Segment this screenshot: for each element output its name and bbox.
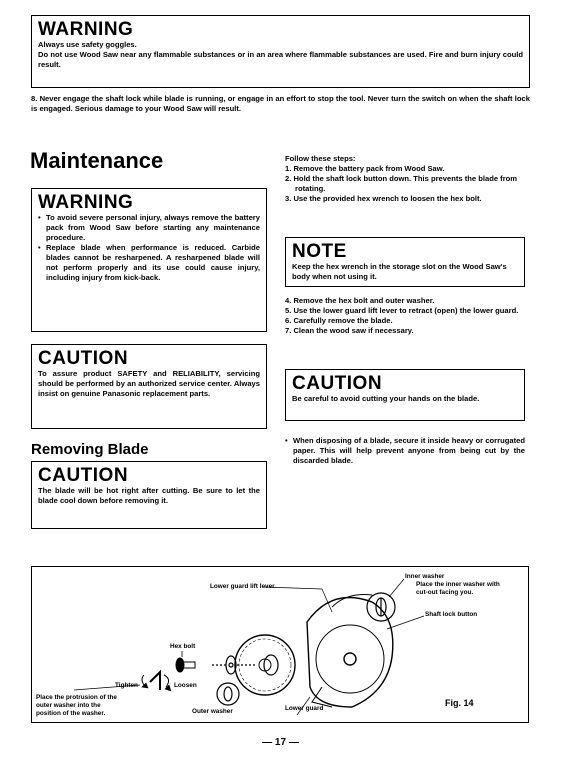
inner-washer-callout xyxy=(367,593,395,621)
hex-wrench-drawing xyxy=(142,672,171,691)
step-1: 1. Remove the battery pack from Wood Saw. xyxy=(285,164,445,173)
label-outer-washer-note: Place the protrusion of the outer washer into the position of the washer. xyxy=(36,694,117,717)
label-inner-washer: Inner washer xyxy=(405,573,445,580)
note-box xyxy=(285,237,525,287)
steps-intro: Follow these steps: xyxy=(285,154,356,163)
maintenance-warning-box xyxy=(31,188,267,332)
maintenance-caution-box xyxy=(31,344,267,429)
label-loosen: Loosen xyxy=(174,682,197,689)
item-8-text: 8. Never engage the shaft lock while blade is running, or engage in an effort to stop the tool. Never turn the switch on when the shaft lock is engaged. Serious damage to your Wood Saw will result. xyxy=(31,94,530,113)
removing-blade-heading: Removing Blade xyxy=(31,441,149,458)
step-3: 3. Use the provided hex wrench to loosen the hex bolt. xyxy=(285,194,482,203)
maintenance-caution-text: To assure product SAFETY and RELIABILITY, servicing should be performed by an authorized service center. Always insist on genuine Panasonic replacement parts. xyxy=(38,369,260,398)
label-tighten: Tighten xyxy=(115,682,138,689)
hex-bolt-drawing xyxy=(176,651,195,672)
step-5: 5. Use the lower guard lift lever to retract (open) the lower guard. xyxy=(285,306,519,315)
steps-caution-title: CAUTION xyxy=(292,373,383,394)
maintenance-warning-bullets xyxy=(38,213,260,283)
page-number: — 17 — xyxy=(262,737,299,748)
step-7: 7. Clean the wood saw if necessary. xyxy=(285,326,414,335)
step-4: 4. Remove the hex bolt and outer washer. xyxy=(285,296,435,305)
maintenance-warning-bullet-2: • Replace blade when performance is reduced. Carbide blades cannot be resharpened. A resharpened blade will not perform properly and its use could cause injury, including injury from kick-back. xyxy=(38,243,260,283)
note-text: Keep the hex wrench in the storage slot on the Wood Saw's body when not using it. xyxy=(292,262,507,281)
label-inner-washer-note: Place the inner washer with cut-out facing you. xyxy=(416,581,500,596)
maintenance-warning-bullet-1: • To avoid severe personal injury, always remove the battery pack from Wood Saw before starting any maintenance procedure. xyxy=(38,213,260,243)
maintenance-heading: Maintenance xyxy=(30,148,164,173)
label-lower-guard: Lower guard xyxy=(285,705,324,712)
label-lower-guard-lift-lever: Lower guard lift lever xyxy=(210,583,275,590)
steps-list-2 xyxy=(285,296,525,336)
steps-list-1 xyxy=(285,164,525,204)
top-warning-box xyxy=(31,15,530,88)
top-warning-title: WARNING xyxy=(38,19,134,40)
top-warning-line-2: Do not use Wood Saw near any flammable substances or in an area where flammable substances are used. Fire and burn injury could result. xyxy=(38,50,523,69)
saw-blade-drawing xyxy=(235,635,295,695)
step-6: 6. Carefully remove the blade. xyxy=(285,316,393,325)
maintenance-warning-title: WARNING xyxy=(38,192,134,213)
label-fig-14: Fig. 14 xyxy=(445,698,474,708)
label-shaft-lock-button: Shaft lock button xyxy=(425,611,478,618)
step-2: 2. Hold the shaft lock button down. This prevents the blade from rotating. xyxy=(285,174,518,193)
note-title: NOTE xyxy=(292,241,347,262)
steps-caution-text: Be careful to avoid cutting your hands on the blade. xyxy=(292,394,480,403)
figure-14-frame xyxy=(31,566,529,723)
steps-caution-box xyxy=(285,369,525,421)
disposal-bullet: • When disposing of a blade, secure it inside heavy or corrugated paper. This will help prevent anyone from being cut by the discarded blade. xyxy=(285,436,525,466)
removing-blade-caution-text: The blade will be hot right after cutting. Be sure to let the blade cool down before removing it. xyxy=(38,486,260,505)
saw-body-drawing xyxy=(307,595,393,708)
top-warning-line-1: Always use safety goggles. xyxy=(38,40,137,49)
disposal-bullet-list xyxy=(285,436,525,466)
maintenance-caution-title: CAUTION xyxy=(38,348,129,369)
removing-blade-caution-title: CAUTION xyxy=(38,465,129,486)
label-hex-bolt: Hex bolt xyxy=(170,643,196,650)
outer-washer-callout xyxy=(217,683,239,705)
label-outer-washer: Outer washer xyxy=(192,708,233,715)
removing-blade-caution-box xyxy=(31,461,267,529)
